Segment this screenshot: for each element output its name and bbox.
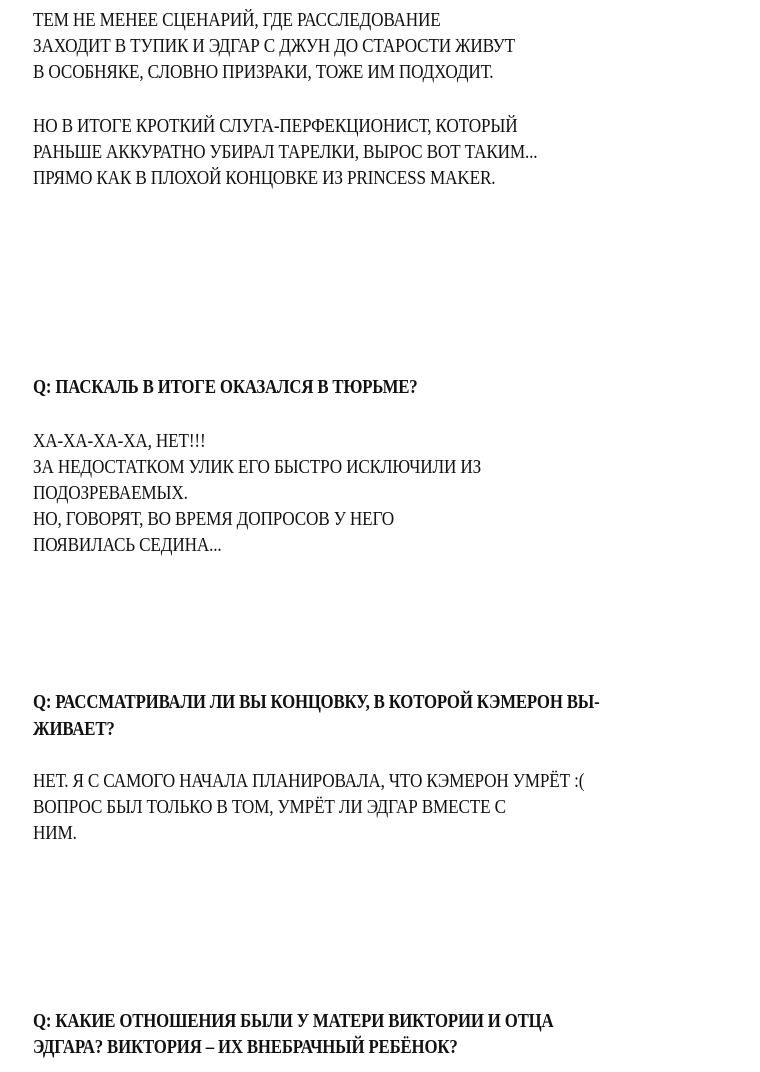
- answer-line: ЗА НЕДОСТАТКОМ УЛИК ЕГО БЫСТРО ИСКЛЮЧИЛИ ИЗ: [33, 456, 482, 478]
- question-heading: ЖИВАЕТ?: [33, 718, 115, 740]
- answer-line: ПОДОЗРЕВАЕМЫХ.: [33, 482, 188, 504]
- answer-line: НЕТ. Я С САМОГО НАЧАЛА ПЛАНИРОВАЛА, ЧТО КЭМЕРОН УМРЁТ :(: [33, 770, 585, 792]
- question-heading: Q: КАКИЕ ОТНОШЕНИЯ БЫЛИ У МАТЕРИ ВИКТОРИИ И ОТЦА: [33, 1010, 554, 1032]
- answer-line: НИМ.: [33, 822, 77, 844]
- question-heading: Q: ПАСКАЛЬ В ИТОГЕ ОКАЗАЛСЯ В ТЮРЬМЕ?: [33, 376, 418, 398]
- text-line: НО В ИТОГЕ КРОТКИЙ СЛУГА-ПЕРФЕКЦИОНИСТ, КОТОРЫЙ: [33, 115, 518, 137]
- text-line: ТЕМ НЕ МЕНЕЕ СЦЕНАРИЙ, ГДЕ РАССЛЕДОВАНИЕ: [33, 9, 441, 31]
- text-line: ПРЯМО КАК В ПЛОХОЙ КОНЦОВКЕ ИЗ PRINCESS MAKER.: [33, 167, 496, 189]
- answer-line: ПОЯВИЛАСЬ СЕДИНА...: [33, 534, 222, 556]
- answer-line: ВОПРОС БЫЛ ТОЛЬКО В ТОМ, УМРЁТ ЛИ ЭДГАР ВМЕСТЕ С: [33, 796, 506, 818]
- text-line: ЗАХОДИТ В ТУПИК И ЭДГАР С ДЖУН ДО СТАРОСТИ ЖИВУТ: [33, 35, 515, 57]
- text-line: РАНЬШЕ АККУРАТНО УБИРАЛ ТАРЕЛКИ, ВЫРОС ВОТ ТАКИМ...: [33, 141, 538, 163]
- answer-line: НО, ГОВОРЯТ, ВО ВРЕМЯ ДОПРОСОВ У НЕГО: [33, 508, 395, 530]
- question-heading: ЭДГАРА? ВИКТОРИЯ – ИХ ВНЕБРАЧНЫЙ РЕБЁНОК?: [33, 1036, 458, 1058]
- question-heading: Q: РАССМАТРИВАЛИ ЛИ ВЫ КОНЦОВКУ, В КОТОРОЙ КЭМЕРОН ВЫ-: [33, 691, 600, 713]
- answer-line: ХА-ХА-ХА-ХА, НЕТ!!!: [33, 430, 206, 452]
- text-line: В ОСОБНЯКЕ, СЛОВНО ПРИЗРАКИ, ТОЖЕ ИМ ПОДХОДИТ.: [33, 61, 494, 83]
